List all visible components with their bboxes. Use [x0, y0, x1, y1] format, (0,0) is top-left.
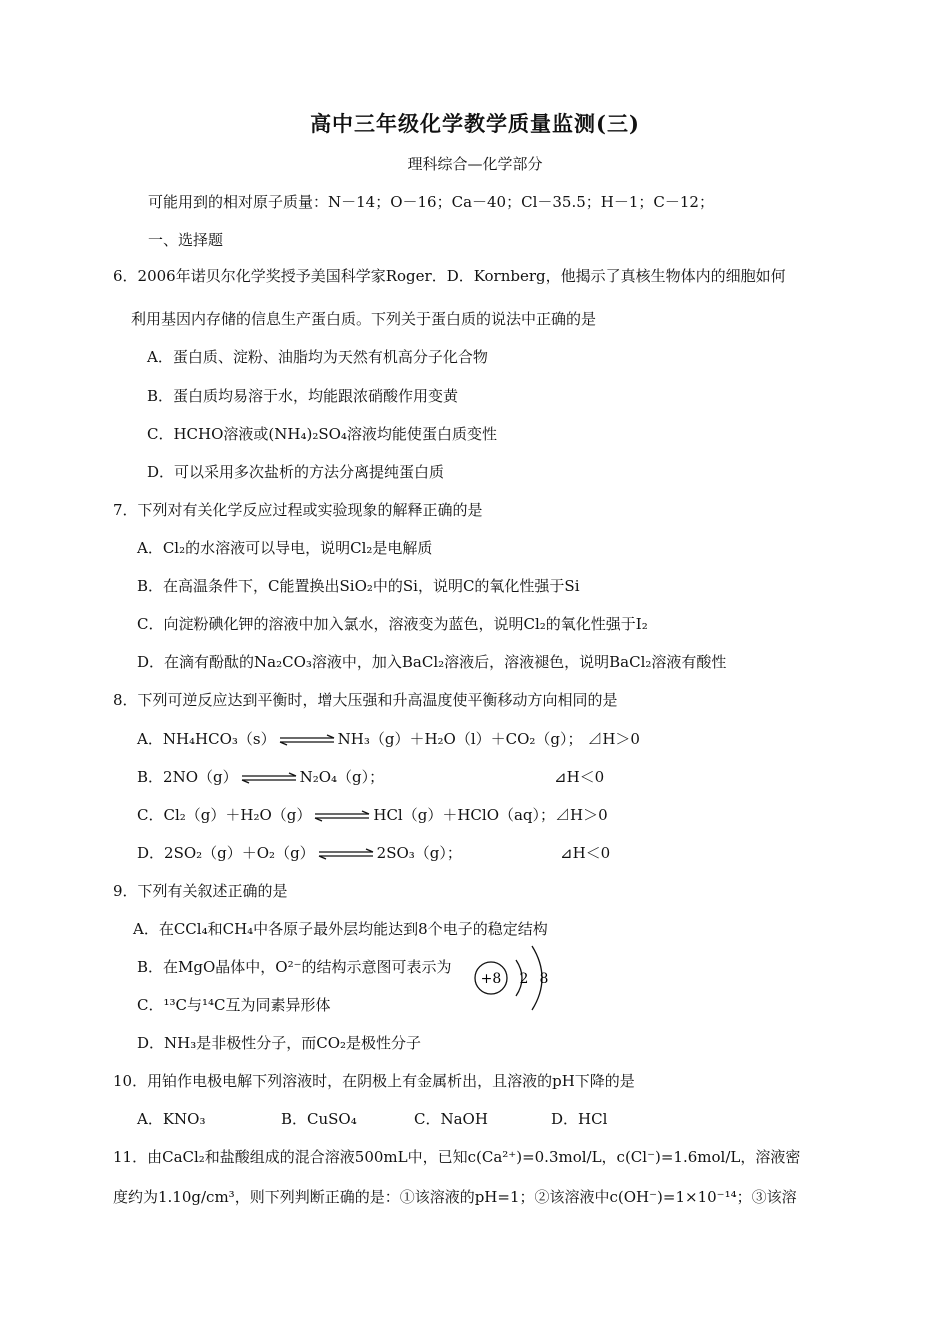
q10-option-a: A．KNO₃: [137, 1110, 206, 1128]
q8-b-reactants: B．2NO（g）: [137, 768, 238, 786]
q8-c-products: HCl（g）＋HClO（aq）；: [373, 806, 556, 824]
shell-2-electrons: 8: [539, 971, 549, 987]
q9-option-a: A．在CCl₄和CH₄中各原子最外层均能达到8个电子的稳定结构: [133, 920, 548, 938]
q6-stem-line2: 利用基因内存储的信息生产蛋白质。下列关于蛋白质的说法中正确的是: [131, 310, 597, 328]
q11-stem-line2: 度约为1.10g/cm³，则下列判断正确的是：①该溶液的pH=1；②该溶液中c(OH⁻)=1×10⁻¹⁴；③该溶: [113, 1188, 797, 1206]
q7-option-a: A．Cl₂的水溶液可以导电，说明Cl₂是电解质: [137, 539, 433, 557]
equilibrium-arrow-icon: [278, 734, 336, 746]
oxide-ion-structure-diagram: [472, 940, 562, 1016]
q7-option-d: D．在滴有酚酞的Na₂CO₃溶液中，加入BaCl₂溶液后，溶液褪色，说明BaCl₂溶液有酸性: [137, 653, 727, 671]
q8-d-products: 2SO₃（g）；: [376, 844, 462, 862]
page-subtitle: 理科综合—化学部分: [407, 155, 543, 173]
q8-option-a: [137, 729, 640, 749]
q8-stem: 8．下列可逆反应达到平衡时，增大压强和升高温度使平衡移动方向相同的是: [113, 691, 618, 709]
nucleus-charge: +8: [480, 971, 502, 987]
q9-stem: 9．下列有关叙述正确的是: [113, 882, 288, 900]
page-title: 高中三年级化学教学质量监测(三): [310, 111, 640, 136]
q8-c-reactants: C．Cl₂（g）＋H₂O（g）: [137, 806, 312, 824]
q8-b-enthalpy: ⊿H＜0: [554, 768, 605, 786]
q8-d-enthalpy: ⊿H＜0: [560, 844, 611, 862]
q8-a-reactants: A．NH₄HCO₃（s）: [137, 730, 276, 748]
q8-a-products: NH₃（g）＋H₂O（l）＋CO₂（g）；: [337, 730, 583, 748]
q8-option-c: [137, 805, 608, 825]
q9-option-b: B．在MgO晶体中，O²⁻的结构示意图可表示为: [137, 958, 452, 976]
q10-stem: 10．用铂作电极电解下列溶液时，在阴极上有金属析出，且溶液的pH下降的是: [113, 1072, 635, 1090]
q6-stem-line1: 6．2006年诺贝尔化学奖授予美国科学家Roger．D．Kornberg，他揭示了真核生物体内的细胞如何: [113, 267, 786, 285]
q8-option-b: [137, 767, 384, 787]
equilibrium-arrow-icon: [317, 848, 375, 860]
equilibrium-arrow-icon: [240, 772, 298, 784]
q6-option-b: B．蛋白质均易溶于水，均能跟浓硝酸作用变黄: [147, 387, 459, 405]
section-heading: 一、选择题: [148, 231, 224, 249]
q7-option-b: B．在高温条件下，C能置换出SiO₂中的Si，说明C的氧化性强于Si: [137, 577, 580, 595]
q10-option-c: C．NaOH: [414, 1110, 488, 1128]
shell-1-electrons: 2: [519, 971, 529, 987]
q9-option-d: D．NH₃是非极性分子，而CO₂是极性分子: [137, 1034, 422, 1052]
q7-option-c: C．向淀粉碘化钾的溶液中加入氯水，溶液变为蓝色，说明Cl₂的氧化性强于I₂: [137, 615, 648, 633]
q6-option-c: C．HCHO溶液或(NH₄)₂SO₄溶液均能使蛋白质变性: [147, 425, 497, 443]
q8-a-enthalpy: ⊿H＞0: [587, 730, 640, 748]
q8-b-products: N₂O₄（g）；: [299, 768, 385, 786]
q11-stem-line1: 11．由CaCl₂和盐酸组成的混合溶液500mL中，已知c(Ca²⁺)=0.3mol/L，c(Cl⁻)=1.6mol/L，溶液密: [113, 1148, 801, 1166]
q8-option-d: [137, 843, 462, 863]
equilibrium-arrow-icon: [313, 810, 371, 822]
q10-option-b: B．CuSO₄: [281, 1110, 357, 1128]
q8-c-enthalpy: ⊿H＞0: [555, 806, 608, 824]
q9-option-c: C．¹³C与¹⁴C互为同素异形体: [137, 996, 331, 1014]
q7-stem: 7．下列对有关化学反应过程或实验现象的解释正确的是: [113, 501, 483, 519]
q10-option-d: D．HCl: [551, 1110, 608, 1128]
atomic-masses: 可能用到的相对原子质量：N－14；O－16；Ca－40；Cl－35.5；H－1；C－12；: [148, 193, 714, 211]
q6-option-d: D．可以采用多次盐析的方法分离提纯蛋白质: [147, 463, 445, 481]
q6-option-a: A．蛋白质、淀粉、油脂均为天然有机高分子化合物: [147, 348, 488, 366]
q8-d-reactants: D．2SO₂（g）＋O₂（g）: [137, 844, 315, 862]
